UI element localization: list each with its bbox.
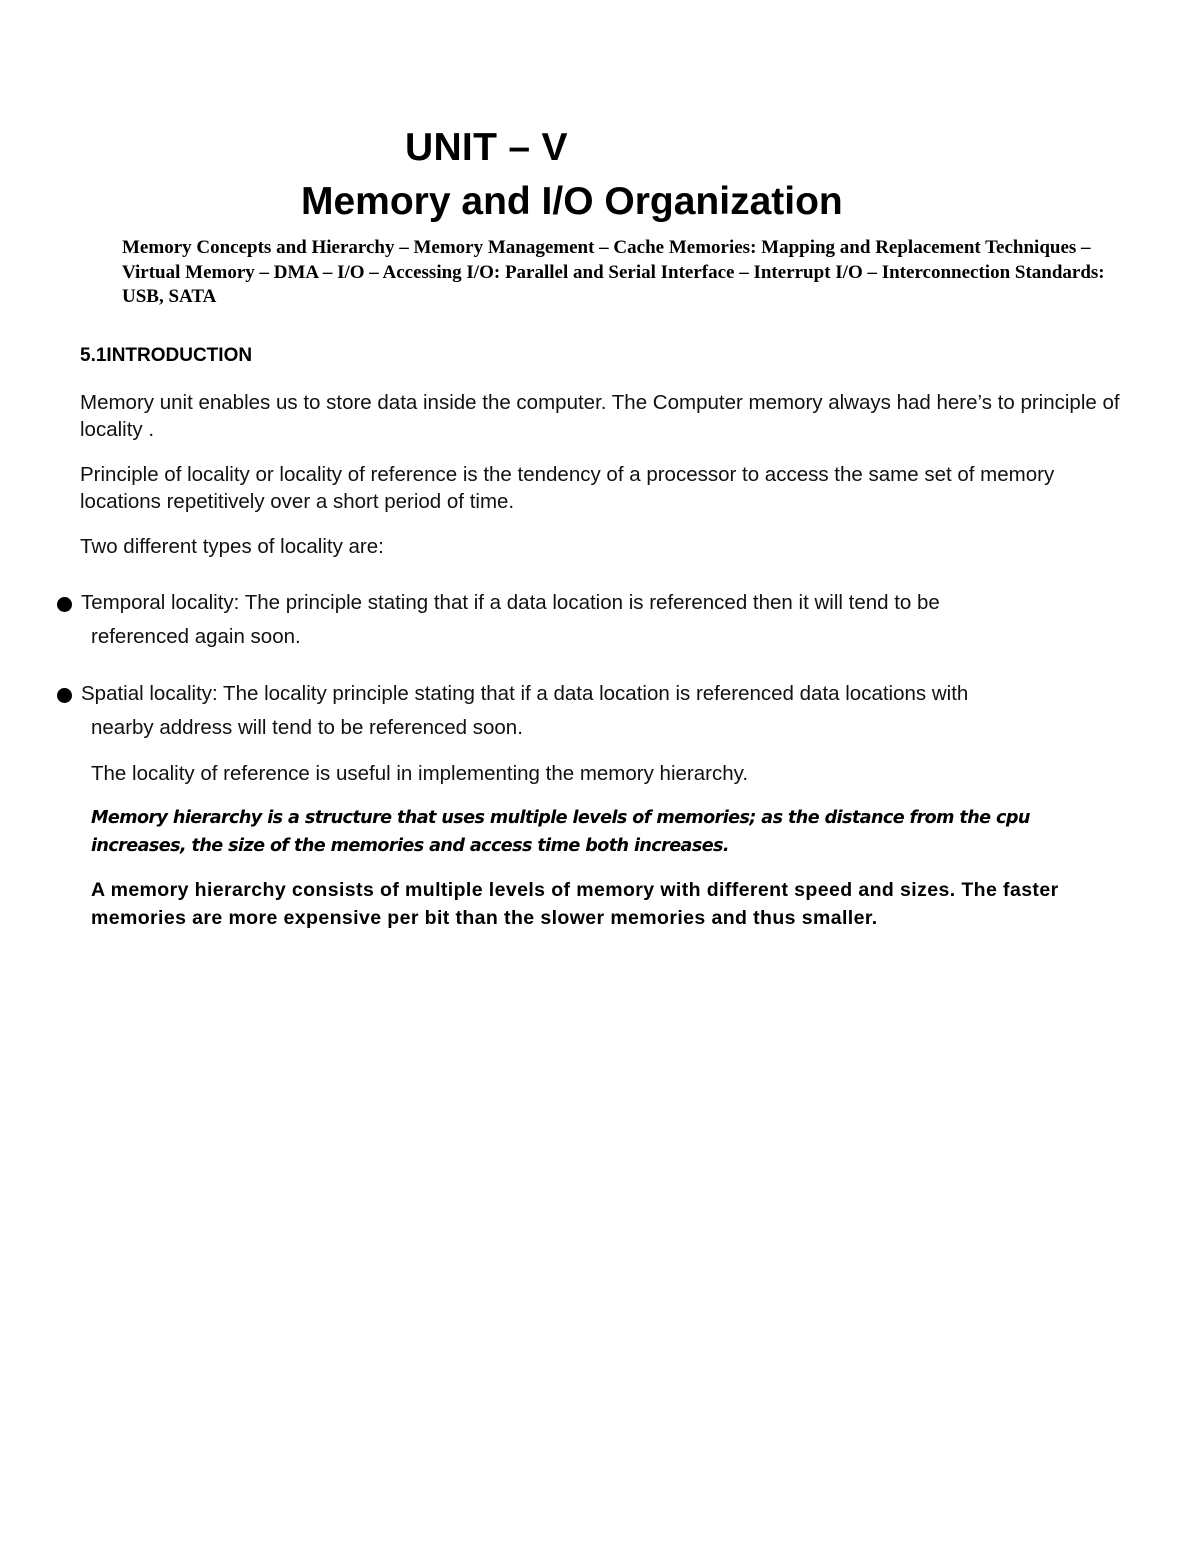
intro-paragraph: Memory unit enables us to store data inside the computer. The Computer memory always had here’s to principle of locality . [80, 391, 1120, 441]
locality-types-intro: Two different types of locality are: [80, 535, 384, 558]
page-title: Memory and I/O Organization [301, 180, 843, 223]
bullet-dot-icon [57, 597, 72, 612]
unit-title: UNIT – V [405, 126, 568, 169]
bullet-spatial-line2: nearby address will tend to be referenced soon. [91, 716, 523, 739]
locality-definition-paragraph: Principle of locality or locality of reference is the tendency of a processor to access the same set of memory locations repetitively over a short period of time. [80, 463, 1055, 513]
bullet-spatial-line1: Spatial locality: The locality principle stating that if a data location is referenced data locations with [81, 682, 969, 705]
section-heading: 5.1INTRODUCTION [80, 345, 253, 366]
bullet-temporal-line2: referenced again soon. [91, 625, 301, 648]
syllabus-topics: Memory Concepts and Hierarchy – Memory Management – Cache Memories: Mapping and Replacement Techniques – Virtual Memory – DMA – I/O – Accessing I/O: Parallel and Serial Interface – Interrupt I/O – Interconnection Standards: USB, SATA [122, 237, 1105, 307]
hierarchy-usefulness-paragraph: The locality of reference is useful in implementing the memory hierarchy. [91, 762, 749, 785]
hierarchy-definition-italic: Memory hierarchy is a structure that uses multiple levels of memories; as the distance from the cpu increases, the size of the memories and access time both increases. [91, 808, 1030, 856]
bullet-temporal-line1: Temporal locality: The principle stating that if a data location is referenced then it will tend to be [81, 591, 940, 614]
hierarchy-statement-bold: A memory hierarchy consists of multiple levels of memory with different speed and sizes. The faster memories are more expensive per bit than the slower memories and thus smaller. [91, 879, 1059, 929]
bullet-dot-icon [57, 688, 72, 703]
